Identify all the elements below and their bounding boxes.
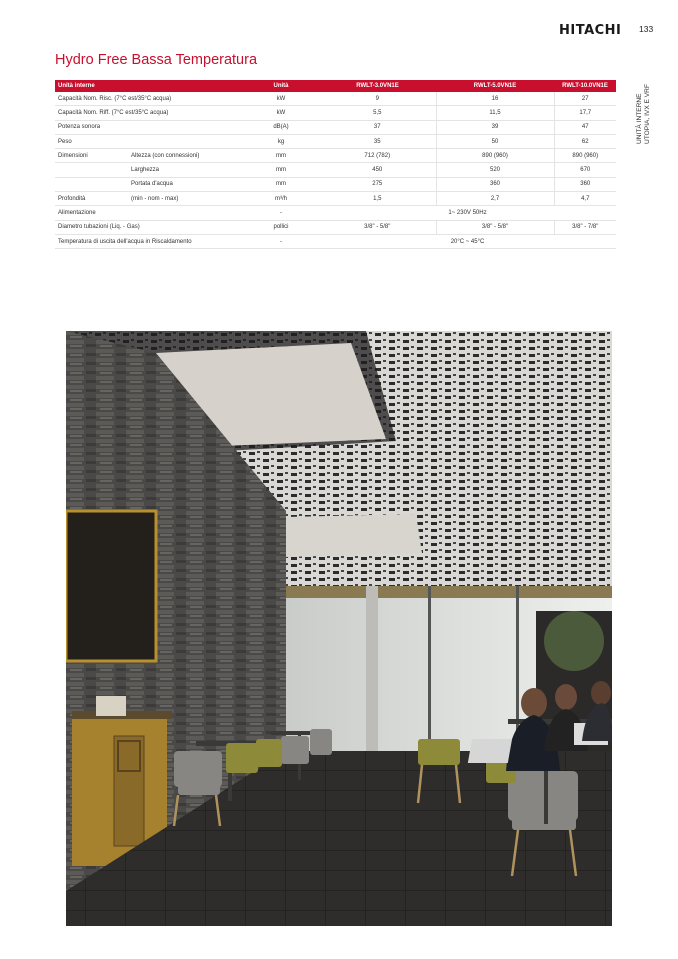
row-value: 3/8" - 7/8" [554,220,616,234]
row-value: 275 [319,177,436,191]
row-span-value: 20°C ~ 45°C [319,234,616,248]
row-value: 37 [319,120,436,134]
row-value: 50 [436,134,554,148]
row-value: 450 [319,163,436,177]
row-sublabel: Larghezza [128,163,243,177]
table-row [55,192,616,206]
table-row [55,134,616,148]
table-row [55,120,616,134]
row-span-value: 1~ 230V 50Hz [319,206,616,220]
row-sublabel: Portata d'acqua [128,177,243,191]
table-row [55,106,616,120]
row-value: 2,7 [436,192,554,206]
row-value: 47 [554,120,616,134]
side-label-line2: UTOPIA, IVX E VRF [644,84,651,144]
row-value: 39 [436,120,554,134]
row-sublabel: Altezza (con connessioni) [128,149,243,163]
row-group-label [55,177,128,191]
row-unit: mm [243,149,319,163]
row-group-label [55,163,128,177]
row-value: 890 (960) [436,149,554,163]
row-sublabel: (min - nom - max) [128,192,243,206]
row-label: Potenza sonora [55,120,243,134]
row-value: 890 (960) [554,149,616,163]
row-unit: kW [243,92,319,106]
table-row [55,177,616,191]
row-label: Diametro tubazioni (Liq. - Gas) [55,220,243,234]
header-cell-rwlt10: RWLT-10.0VN1E [554,80,616,92]
header-cell-rwlt5: RWLT-5.0VN1E [436,80,554,92]
row-value: 35 [319,134,436,148]
row-value: 712 (782) [319,149,436,163]
table-row [55,149,616,163]
page-title: Hydro Free Bassa Temperatura [55,52,258,68]
row-unit: kW [243,106,319,120]
row-value: 9 [319,92,436,106]
row-unit: mm [243,177,319,191]
side-label-line1: UNITÀ INTERNE [636,93,643,144]
row-unit: pollici [243,220,319,234]
row-value: 62 [554,134,616,148]
table-row [55,234,616,248]
row-unit: mm [243,163,319,177]
row-value: 5,5 [319,106,436,120]
spec-table [55,80,616,249]
row-label: Peso [55,134,243,148]
row-value: 670 [554,163,616,177]
row-label: Profondità [55,192,128,206]
row-group-label: Dimensioni [55,149,128,163]
row-value: 3/8" - 5/8" [319,220,436,234]
table-header-row [55,80,616,92]
row-value: 16 [436,92,554,106]
header-cell-model: Unità interne [55,80,243,92]
row-unit: dB(A) [243,120,319,134]
header-cell-unit: Unità [243,80,319,92]
row-unit: - [243,234,319,248]
row-label: Temperatura di uscita dell'acqua in Riscaldamento [55,234,243,248]
row-label: Alimentazione [55,206,243,220]
side-section-label [636,84,676,148]
row-unit: kg [243,134,319,148]
cafe-interior-photo [66,331,612,926]
table-row [55,163,616,177]
row-label: Capacità Nom. Risc. (7°C est/35°C acqua) [55,92,243,106]
table-row [55,206,616,220]
row-value: 360 [436,177,554,191]
row-value: 1,5 [319,192,436,206]
row-value: 4,7 [554,192,616,206]
table-row [55,220,616,234]
row-value: 360 [554,177,616,191]
brand-logo: HITACHI [559,23,622,38]
row-unit: m³/h [243,192,319,206]
row-label: Capacità Nom. Riff. (7°C est/35°C acqua) [55,106,243,120]
row-unit: - [243,206,319,220]
row-value: 17,7 [554,106,616,120]
row-value: 3/8" - 5/8" [436,220,554,234]
row-value: 520 [436,163,554,177]
row-value: 11,5 [436,106,554,120]
page-number: 133 [639,24,654,34]
table-row [55,92,616,106]
header-cell-rwlt3: RWLT-3.0VN1E [319,80,436,92]
row-value: 27 [554,92,616,106]
